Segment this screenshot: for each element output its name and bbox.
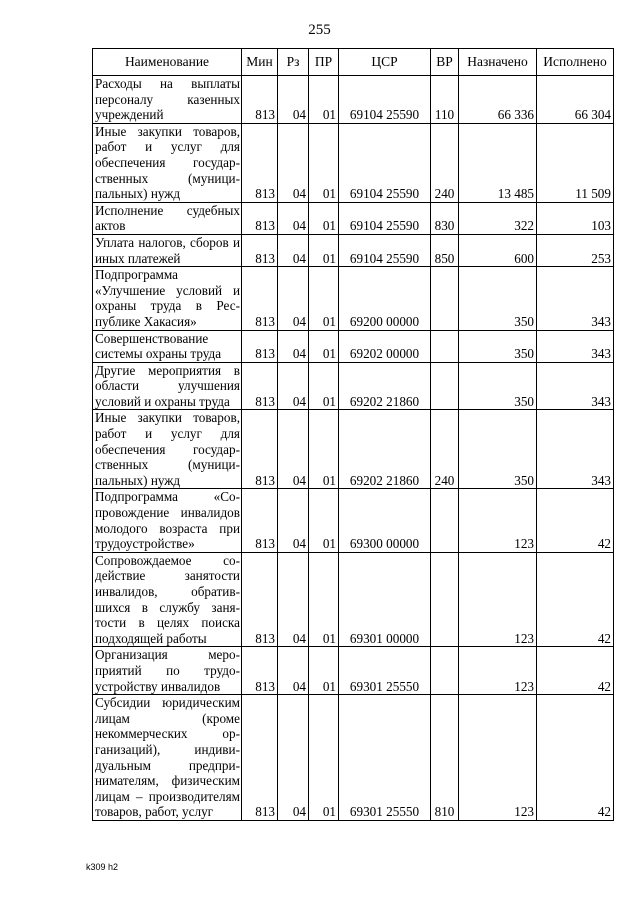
cell-rz: 04: [278, 362, 309, 410]
page-number: 255: [308, 22, 331, 38]
cell-vr: [431, 330, 459, 362]
cell-assigned: 123: [459, 552, 537, 647]
cell-pr: 01: [309, 647, 339, 695]
cell-csr: 69104 25590: [339, 76, 431, 124]
header-pr: ПР: [309, 49, 339, 76]
cell-csr: 69200 00000: [339, 267, 431, 330]
cell-rz: 04: [278, 123, 309, 202]
cell-executed: 42: [537, 552, 614, 647]
cell-vr: [431, 552, 459, 647]
cell-assigned: 66 336: [459, 76, 537, 124]
cell-vr: 240: [431, 410, 459, 489]
cell-vr: 810: [431, 695, 459, 821]
header-vr: ВР: [431, 49, 459, 76]
cell-csr: 69104 25590: [339, 202, 431, 234]
cell-name: Совершенствование системы охраны труда: [93, 330, 242, 362]
cell-name: Другие мероприятия в области улучшения условий и охраны труда: [93, 362, 242, 410]
cell-rz: 04: [278, 489, 309, 552]
cell-vr: [431, 489, 459, 552]
cell-executed: 343: [537, 267, 614, 330]
table-row: [93, 647, 614, 695]
cell-assigned: 13 485: [459, 123, 537, 202]
cell-csr: 69300 00000: [339, 489, 431, 552]
cell-rz: 04: [278, 234, 309, 266]
cell-rz: 04: [278, 330, 309, 362]
cell-executed: 343: [537, 410, 614, 489]
cell-rz: 04: [278, 76, 309, 124]
cell-assigned: 350: [459, 410, 537, 489]
cell-pr: 01: [309, 267, 339, 330]
cell-name: Иные закупки товаров, работ и услуг для обеспечения государственных (муниципальных) нужд: [93, 410, 242, 489]
header-assigned: Назначено: [459, 49, 537, 76]
table-row: [93, 267, 614, 330]
cell-vr: 110: [431, 76, 459, 124]
cell-name: Сопровождаемое содействие занятости инвалидов, обратившихся в службу занятости в целях поиска подходящей работы: [93, 552, 242, 647]
table-row: [93, 76, 614, 124]
table-row: [93, 489, 614, 552]
cell-vr: [431, 647, 459, 695]
header-csr: ЦСР: [339, 49, 431, 76]
cell-vr: 240: [431, 123, 459, 202]
cell-csr: 69104 25590: [339, 234, 431, 266]
cell-min: 813: [242, 647, 278, 695]
cell-csr: 69104 25590: [339, 123, 431, 202]
header-executed: Исполнено: [537, 49, 614, 76]
header-rz: Рз: [278, 49, 309, 76]
budget-table: [92, 48, 614, 821]
cell-assigned: 600: [459, 234, 537, 266]
cell-assigned: 123: [459, 647, 537, 695]
cell-min: 813: [242, 489, 278, 552]
table-header-row: [93, 49, 614, 76]
cell-name: Исполнение судебных актов: [93, 202, 242, 234]
cell-assigned: 322: [459, 202, 537, 234]
cell-executed: 66 304: [537, 76, 614, 124]
table-row: [93, 362, 614, 410]
cell-pr: 01: [309, 76, 339, 124]
cell-min: 813: [242, 267, 278, 330]
cell-assigned: 350: [459, 362, 537, 410]
cell-rz: 04: [278, 202, 309, 234]
cell-rz: 04: [278, 267, 309, 330]
cell-executed: 42: [537, 489, 614, 552]
table-row: [93, 123, 614, 202]
cell-pr: 01: [309, 330, 339, 362]
cell-executed: 343: [537, 362, 614, 410]
cell-name: Подпрограмма «Сопровождение инвалидов молодого возраста при трудоустройстве»: [93, 489, 242, 552]
cell-name: Уплата налогов, сборов и иных платежей: [93, 234, 242, 266]
cell-executed: 253: [537, 234, 614, 266]
header-name: Наименование: [93, 49, 242, 76]
cell-executed: 343: [537, 330, 614, 362]
cell-pr: 01: [309, 123, 339, 202]
cell-min: 813: [242, 234, 278, 266]
cell-rz: 04: [278, 695, 309, 821]
cell-vr: 830: [431, 202, 459, 234]
cell-csr: 69301 00000: [339, 552, 431, 647]
cell-min: 813: [242, 123, 278, 202]
cell-min: 813: [242, 76, 278, 124]
cell-assigned: 350: [459, 267, 537, 330]
cell-pr: 01: [309, 552, 339, 647]
cell-assigned: 350: [459, 330, 537, 362]
cell-executed: 11 509: [537, 123, 614, 202]
cell-executed: 103: [537, 202, 614, 234]
cell-name: Подпрограмма «Улучшение условий и охраны труда в Республике Хакасия»: [93, 267, 242, 330]
cell-name: Иные закупки товаров, работ и услуг для обеспечения государственных (муниципальных) нужд: [93, 123, 242, 202]
cell-pr: 01: [309, 489, 339, 552]
cell-pr: 01: [309, 695, 339, 821]
table-row: [93, 552, 614, 647]
cell-csr: 69202 21860: [339, 362, 431, 410]
cell-assigned: 123: [459, 489, 537, 552]
cell-executed: 42: [537, 695, 614, 821]
footer-code: k309 h2: [86, 862, 119, 872]
cell-min: 813: [242, 410, 278, 489]
cell-vr: [431, 267, 459, 330]
cell-csr: 69301 25550: [339, 647, 431, 695]
cell-csr: 69301 25550: [339, 695, 431, 821]
table-row: [93, 234, 614, 266]
cell-min: 813: [242, 552, 278, 647]
cell-csr: 69202 00000: [339, 330, 431, 362]
cell-min: 813: [242, 202, 278, 234]
cell-name: Субсидии юридическим лицам (кроме некоммерческих организаций), индивидуальным предпринимателям, физическим лицам – производителям товаров, работ, услуг: [93, 695, 242, 821]
cell-pr: 01: [309, 362, 339, 410]
table-row: [93, 695, 614, 821]
cell-pr: 01: [309, 234, 339, 266]
cell-name: Организация мероприятий по трудоустройству инвалидов: [93, 647, 242, 695]
cell-rz: 04: [278, 552, 309, 647]
cell-min: 813: [242, 695, 278, 821]
table-body: [93, 76, 614, 821]
header-min: Мин: [242, 49, 278, 76]
cell-pr: 01: [309, 410, 339, 489]
cell-rz: 04: [278, 410, 309, 489]
table-row: [93, 330, 614, 362]
cell-executed: 42: [537, 647, 614, 695]
cell-assigned: 123: [459, 695, 537, 821]
cell-pr: 01: [309, 202, 339, 234]
cell-rz: 04: [278, 647, 309, 695]
table-row: [93, 410, 614, 489]
table-row: [93, 202, 614, 234]
cell-csr: 69202 21860: [339, 410, 431, 489]
cell-name: Расходы на выплаты персоналу казенных учреждений: [93, 76, 242, 124]
cell-vr: [431, 362, 459, 410]
cell-vr: 850: [431, 234, 459, 266]
cell-min: 813: [242, 330, 278, 362]
cell-min: 813: [242, 362, 278, 410]
